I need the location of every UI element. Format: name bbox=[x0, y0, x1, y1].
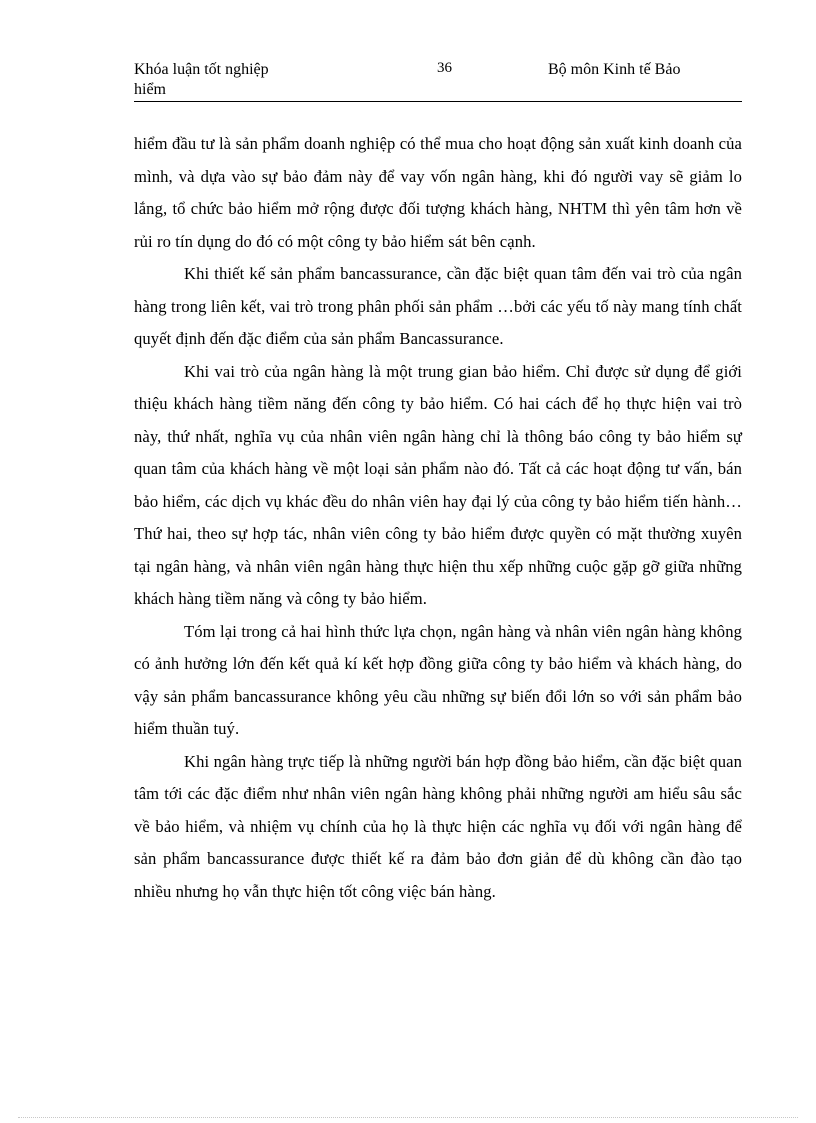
document-body bbox=[134, 128, 742, 908]
paragraph-1: hiểm đầu tư là sản phẩm doanh nghiệp có thể mua cho hoạt động sản xuất kinh doanh của mình, và dựa vào sự bảo đảm này để vay vốn ngân hàng, khi đó người vay sẽ giảm lo lắng, tổ chức bảo hiểm mở rộng được đối tượng khách hàng, NHTM thì yên tâm hơn về rủi ro tín dụng do đó có một công ty bảo hiểm sát bên cạnh. bbox=[134, 134, 742, 251]
paragraph-2: Khi thiết kế sản phẩm bancassurance, cần đặc biệt quan tâm đến vai trò của ngân hàng trong liên kết, vai trò trong phân phối sản phẩm …bởi các yếu tố này mang tính chất quyết định đến đặc điểm của sản phẩm Bancassurance. bbox=[134, 264, 742, 348]
header-left-title-line1: Khóa luận tốt nghiệp bbox=[134, 61, 269, 78]
page-number: 36 bbox=[437, 60, 452, 76]
page-bottom-edge bbox=[18, 1117, 798, 1118]
paragraph-4: Tóm lại trong cả hai hình thức lựa chọn, ngân hàng và nhân viên ngân hàng không có ảnh hưởng lớn đến kết quả kí kết hợp đồng giữa công ty bảo hiểm và khách hàng, do vậy sản phẩm bancassurance không yêu cầu những sự biến đổi lớn so với sản phẩm bảo hiểm thuần tuý. bbox=[134, 621, 742, 738]
header-right-title: Bộ môn Kinh tế Bảo bbox=[548, 61, 681, 78]
page-header bbox=[134, 60, 742, 102]
header-divider bbox=[134, 101, 742, 102]
header-left-title-line2: hiểm bbox=[134, 81, 166, 98]
paragraph-3: Khi vai trò của ngân hàng là một trung gian bảo hiểm. Chỉ được sử dụng để giới thiệu khách hàng tiềm năng đến công ty bảo hiểm. Có hai cách để họ thực hiện vai trò này, thứ nhất, nghĩa vụ của nhân viên ngân hàng chỉ là thông báo công ty bảo hiểm sự quan tâm của khách hàng về một loại sản phẩm nào đó. Tất cả các hoạt động tư vấn, bán bảo hiểm, các dịch vụ khác đều do nhân viên hay đại lý của công ty bảo hiểm tiến hành… Thứ hai, theo sự hợp tác, nhân viên công ty bảo hiểm được quyền có mặt thường xuyên tại ngân hàng, và nhân viên ngân hàng thực hiện thu xếp những cuộc gặp gỡ giữa những khách hàng tiềm năng và công ty bảo hiểm. bbox=[134, 361, 742, 608]
header-left-title bbox=[134, 60, 324, 100]
paragraph-5: Khi ngân hàng trực tiếp là những người bán hợp đồng bảo hiểm, cần đặc biệt quan tâm tới các đặc điểm như nhân viên ngân hàng không phải những người am hiểu sâu sắc về bảo hiểm, và nhiệm vụ chính của họ là thực hiện các nghĩa vụ đối với ngân hàng để sản phẩm bancassurance được thiết kế ra đảm bảo đơn giản để dù không cần đào tạo nhiều nhưng họ vẫn thực hiện tốt công việc bán hàng. bbox=[134, 751, 742, 901]
